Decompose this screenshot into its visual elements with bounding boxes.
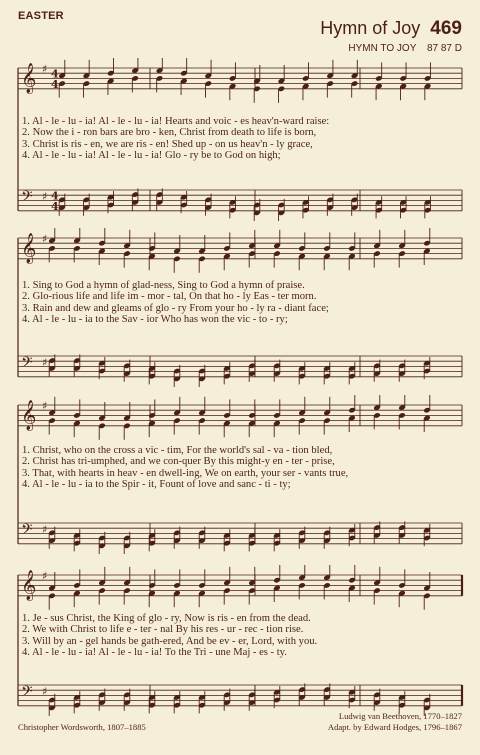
lyric-line: 3. Christ is ris - en, we are ris - en! Shed up - on us heav'n - ly grace, <box>22 138 313 150</box>
time-signature-icon: 4 <box>51 77 59 91</box>
sharp-key-signature-icon: ♯ <box>42 399 48 413</box>
treble-clef-icon: 𝄞 <box>21 400 37 431</box>
season-label: EASTER <box>18 10 64 22</box>
lyric-line: 4. Al - le - lu - ia to the Sav - ior Who has won the vic - to - ry; <box>22 314 288 326</box>
lyric-line: 2. Christ has tri-umphed, and we con-quer By this might-y en - ter - prise, <box>22 456 335 468</box>
tune-name: HYMN TO JOY <box>348 43 417 54</box>
sharp-key-signature-icon: ♯ <box>42 62 48 76</box>
lyric-line: 4. Al - le - lu - ia! Al - le - lu - ia! To the Tri - une Maj - es - ty. <box>22 647 287 659</box>
lyric-line: 2. We with Christ to life e - ter - nal By his res - ur - rec - tion rise. <box>22 624 304 636</box>
lyric-line: 4. Al - le - lu - ia to the Spir - it, Fount of love and sanc - ti - ty; <box>22 479 291 491</box>
sharp-key-signature-icon: ♯ <box>42 569 48 583</box>
hymn-heading <box>320 18 462 54</box>
sharp-key-signature-icon: ♯ <box>42 189 48 203</box>
lyric-line: 1. Je - sus Christ, the King of glo - ry, Now is ris - en from the dead. <box>22 613 311 624</box>
adapter-credit: Adapt. by Edward Hodges, 1796–1867 <box>327 722 462 732</box>
music-system-4 <box>0 565 480 725</box>
bass-clef-icon: 𝄢 <box>21 354 33 376</box>
lyric-line: 1. Sing to God a hymn of glad-ness, Sing to God a hymn of praise. <box>22 280 305 291</box>
composer-credit: Ludwig van Beethoven, 1770–1827 <box>338 711 462 721</box>
bass-clef-icon: 𝄢 <box>21 683 33 705</box>
verse-lyrics-2 <box>22 280 470 326</box>
music-system-1 <box>0 58 480 230</box>
bass-clef-icon: 𝄢 <box>21 521 33 543</box>
bass-clef-icon: 𝄢 <box>21 188 33 210</box>
lyric-line: 1. Al - le - lu - ia! Al - le - lu - ia! Hearts and voic - es heav'n-ward raise: <box>22 116 330 127</box>
verse-lyrics-3 <box>22 445 470 491</box>
sharp-key-signature-icon: ♯ <box>42 684 48 698</box>
treble-clef-icon: 𝄞 <box>21 570 37 601</box>
lyric-line: 2. Glo-rious life and life im - mor - tal, On that ho - ly Eas - ter morn. <box>22 291 317 303</box>
music-system-2 <box>0 228 480 396</box>
time-signature-icon: 4 <box>51 199 59 213</box>
lyric-line: 4. Al - le - lu - ia! Al - le - lu - ia! Glo - ry be to God on high; <box>22 150 281 162</box>
lyric-line: 3. Rain and dew and gleams of glo - ry From your ho - ly ra - diant face; <box>22 302 329 314</box>
lyric-line: 3. That, with hearts in heav - en dwell-ing, We on earth, your ser - vants true, <box>22 467 349 479</box>
hymn-number: 469 <box>430 18 462 39</box>
treble-clef-icon: 𝄞 <box>21 63 37 94</box>
hymn-title: Hymn of Joy <box>320 18 421 38</box>
verse-lyrics-4 <box>22 613 470 659</box>
text-author-credit: Christopher Wordsworth, 1807–1885 <box>18 722 146 732</box>
sharp-key-signature-icon: ♯ <box>42 232 48 246</box>
music-system-3 <box>0 395 480 563</box>
time-signature-icon: 4 <box>51 67 59 81</box>
time-signature-icon: 4 <box>51 189 59 203</box>
sharp-key-signature-icon: ♯ <box>42 522 48 536</box>
lyric-line: 3. Will by an - gel hands be gath-ered, And be ev - er, Lord, with you. <box>22 635 318 647</box>
lyric-line: 2. Now the i - ron bars are bro - ken, Christ from death to life is born, <box>22 127 317 139</box>
lyric-line: 1. Christ, who on the cross a vic - tim, For the world's sal - va - tion bled, <box>22 445 333 456</box>
meter: 87 87 D <box>426 43 462 54</box>
verse-lyrics-1 <box>22 116 470 162</box>
music-credits <box>328 711 462 733</box>
sharp-key-signature-icon: ♯ <box>42 355 48 369</box>
treble-clef-icon: 𝄞 <box>21 233 37 264</box>
